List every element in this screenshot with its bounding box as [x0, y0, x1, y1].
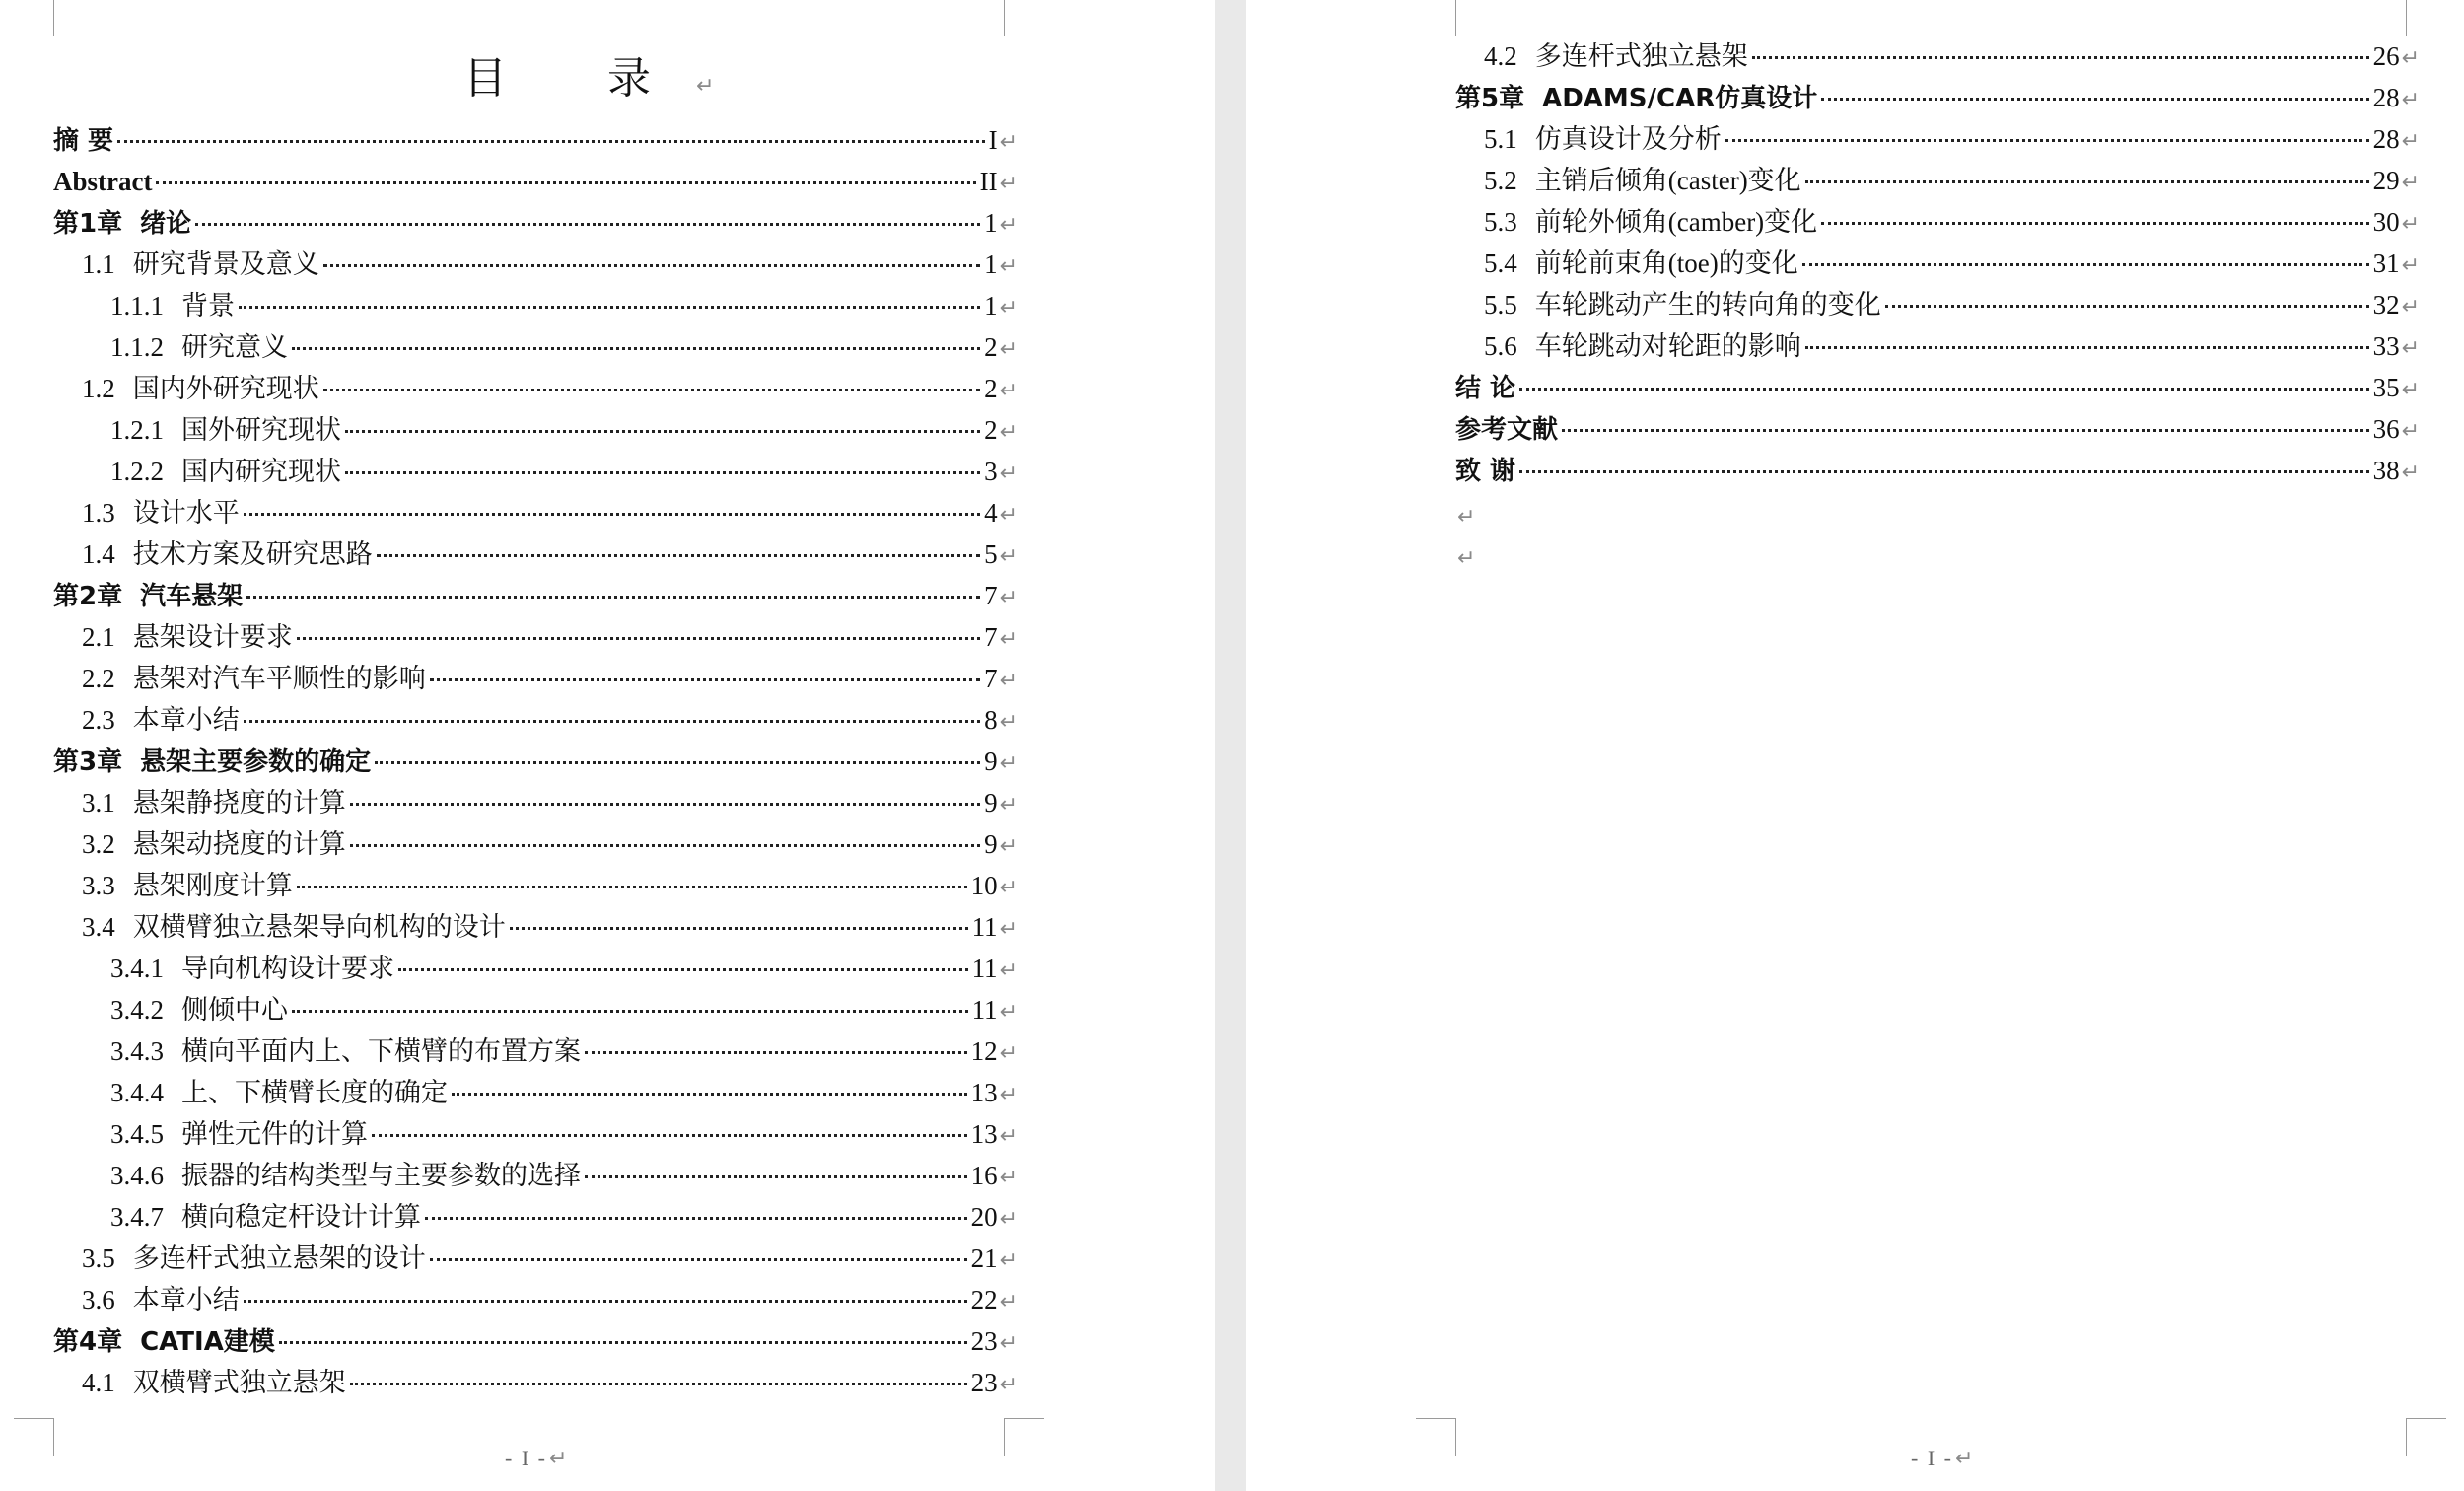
toc-leader-dots — [246, 595, 980, 599]
toc-entry-number: 3.6 — [82, 1285, 115, 1314]
empty-paragraphs — [1455, 497, 1475, 580]
toc-leader-dots — [1519, 387, 2369, 390]
toc-leader-dots — [585, 1050, 967, 1054]
toc-entry[interactable] — [53, 741, 1018, 782]
toc-entry[interactable] — [1455, 201, 2420, 243]
paragraph-mark-icon: ↵ — [999, 586, 1018, 610]
toc-entry-page: 36 — [2372, 414, 2400, 444]
toc-entry-number: 第3章 — [53, 747, 123, 777]
toc-leader-dots — [1805, 345, 2369, 349]
paragraph-mark-icon: ↵ — [2401, 171, 2420, 195]
toc-entry-title: 绪论 — [140, 209, 192, 239]
paragraph-mark-icon: ↵ — [2401, 253, 2420, 278]
toc-entry-number: 3.2 — [82, 829, 115, 859]
paragraph-mark-icon: ↵ — [999, 462, 1018, 486]
toc-entry[interactable] — [1455, 284, 2420, 325]
toc-entry-number: 3.4.3 — [110, 1036, 164, 1066]
toc-leader-dots — [1802, 262, 2369, 266]
toc-entry-title: 研究意义 — [181, 332, 288, 362]
toc-leader-dots — [425, 1216, 967, 1220]
toc-entry-page: 4 — [984, 498, 998, 528]
toc-entry[interactable] — [53, 1072, 1018, 1113]
toc-entry-page: 22 — [970, 1285, 998, 1314]
toc-entry-title: 上、下横臂长度的确定 — [181, 1078, 448, 1107]
toc-entry-title: 本章小结 — [132, 1285, 240, 1314]
toc-leader-dots — [244, 1299, 967, 1303]
toc-leader-dots — [372, 1133, 967, 1137]
paragraph-mark-icon: ↵ — [999, 1290, 1018, 1314]
toc-entry-title: 悬架静挠度的计算 — [132, 788, 346, 817]
toc-entry-number: 1.1.1 — [110, 291, 164, 320]
toc-leader-dots — [377, 553, 980, 557]
toc-entry[interactable] — [53, 368, 1018, 409]
toc-entry-title: 技术方案及研究思路 — [132, 539, 373, 569]
paragraph-mark-icon: ↵ — [2401, 419, 2420, 444]
toc-entry-title: 仿真设计及分析 — [1534, 124, 1722, 154]
toc-entry-page: 8 — [984, 705, 998, 735]
toc-entry-title: 导向机构设计要求 — [181, 954, 394, 983]
toc-leader-dots — [156, 180, 975, 184]
toc-entry-page: 2 — [984, 415, 998, 445]
toc-entry[interactable] — [53, 326, 1018, 368]
toc-entry-page: 7 — [984, 664, 998, 693]
toc-entry[interactable] — [1455, 408, 2420, 450]
paragraph-mark-icon: ↵ — [999, 917, 1018, 942]
toc-entry-number: 5.3 — [1484, 207, 1517, 237]
toc-leader-dots — [244, 512, 980, 516]
crop-mark — [1004, 1418, 1044, 1456]
toc-entry[interactable] — [53, 244, 1018, 285]
paragraph-mark-icon: ↵ — [2401, 88, 2420, 112]
toc-leader-dots — [350, 843, 980, 847]
toc-entry-number: 1.2.1 — [110, 415, 164, 445]
crop-mark — [1416, 0, 1456, 36]
toc-entry-page: 3 — [984, 457, 998, 486]
toc-entry[interactable] — [53, 865, 1018, 906]
toc-entry-page: 9 — [984, 788, 998, 817]
paragraph-mark-icon: ↵ — [999, 379, 1018, 403]
paragraph-mark-icon: ↵ — [2401, 461, 2420, 485]
crop-mark — [14, 1418, 54, 1456]
paragraph-mark-icon: ↵ — [999, 1000, 1018, 1025]
toc-entry[interactable] — [53, 616, 1018, 658]
toc-entry-title: 车轮跳动产生的转向角的变化 — [1534, 290, 1881, 320]
paragraph-mark-icon: ↵ — [999, 337, 1018, 362]
toc-entry-title: 汽车悬架 — [140, 582, 244, 611]
paragraph-mark-icon: ↵ — [999, 1166, 1018, 1190]
toc-entry[interactable] — [53, 285, 1018, 326]
paragraph-mark-icon: ↵ — [2401, 212, 2420, 237]
toc-entry-number: 1.1 — [82, 249, 115, 279]
toc-entry[interactable] — [53, 1030, 1018, 1072]
toc-entry[interactable] — [1455, 243, 2420, 284]
toc-leader-dots — [375, 760, 980, 764]
empty-paragraph: ↵ — [1457, 505, 1476, 530]
toc-entry-number: 4.1 — [82, 1368, 115, 1397]
toc-entry-page: 29 — [2372, 166, 2400, 195]
toc-leader-dots — [292, 1009, 968, 1013]
toc-entry-number: 2.3 — [82, 705, 115, 735]
toc-entry-number: 4.2 — [1484, 41, 1517, 71]
toc-entry-page: 5 — [984, 539, 998, 569]
toc-entry-number: 第4章 — [53, 1327, 123, 1357]
paragraph-mark-icon: ↵ — [999, 1331, 1018, 1356]
toc-entry-number: 3.4.1 — [110, 954, 164, 983]
paragraph-mark-icon: ↵ — [999, 793, 1018, 817]
paragraph-mark-icon: ↵ — [999, 1373, 1018, 1397]
toc-leader-dots — [350, 802, 980, 806]
toc-leader-dots — [350, 1382, 967, 1385]
toc-entry-number: 第1章 — [53, 209, 123, 239]
toc-entry-number: 1.4 — [82, 539, 115, 569]
toc-entry-title: 参考文献 — [1455, 415, 1559, 445]
toc-title: 目 录↵ — [463, 53, 715, 104]
toc-entry-number: 3.4.5 — [110, 1119, 164, 1149]
toc-entry-page: 23 — [970, 1368, 998, 1397]
page-footer: - I -↵ — [505, 1446, 570, 1471]
toc-leader-dots — [297, 885, 967, 888]
paragraph-mark-icon: ↵ — [999, 751, 1018, 776]
toc-entry-page: 16 — [970, 1161, 998, 1190]
toc-entry-title: 悬架刚度计算 — [132, 871, 293, 900]
paragraph-mark-icon: ↵ — [999, 876, 1018, 900]
paragraph-mark-icon: ↵ — [999, 834, 1018, 859]
toc-entry-number: 第5章 — [1455, 84, 1525, 113]
toc-entry-page: 28 — [2372, 83, 2400, 112]
toc-entry-title: 研究背景及意义 — [132, 249, 319, 279]
toc-entry-number: 1.2.2 — [110, 457, 164, 486]
toc-entry[interactable] — [53, 1238, 1018, 1279]
paragraph-mark-icon: ↵ — [999, 958, 1018, 983]
toc-entry-page: 11 — [971, 912, 998, 942]
toc-leader-dots — [1519, 469, 2369, 473]
paragraph-mark-icon: ↵ — [2401, 378, 2420, 402]
toc-entry[interactable] — [53, 492, 1018, 533]
toc-entry[interactable] — [53, 989, 1018, 1030]
toc-entry-title: 前轮外倾角(camber)变化 — [1534, 207, 1818, 237]
toc-leader-dots — [1821, 221, 2368, 225]
toc-entry-page: 13 — [970, 1119, 998, 1149]
toc-entry-page: 38 — [2372, 456, 2400, 485]
toc-entry-page: 11 — [971, 954, 998, 983]
toc-entry-title: 横向稳定杆设计计算 — [181, 1202, 421, 1232]
toc-entry[interactable] — [1455, 450, 2420, 491]
toc-entry-title: 致 谢 — [1455, 457, 1516, 486]
toc-entry-title: 弹性元件的计算 — [181, 1119, 368, 1149]
toc-entry-title: 国内外研究现状 — [132, 374, 319, 403]
toc-leader-dots — [345, 470, 980, 474]
toc-entry[interactable] — [53, 782, 1018, 823]
paragraph-mark-icon: ↵ — [999, 627, 1018, 652]
toc-entry-page: 7 — [984, 581, 998, 610]
page-gutter — [1215, 0, 1246, 1491]
toc-entry-number: 第2章 — [53, 582, 123, 611]
toc-entry-page: 12 — [970, 1036, 998, 1066]
toc-entry-page: 10 — [970, 871, 998, 900]
toc-leader-dots — [585, 1174, 967, 1178]
toc-entry-page: 7 — [984, 622, 998, 652]
toc-entry[interactable] — [1455, 325, 2420, 367]
toc-entry-number: 5.2 — [1484, 166, 1517, 195]
toc-entry-number: 3.4.7 — [110, 1202, 164, 1232]
paragraph-mark-icon: ↵ — [999, 503, 1018, 528]
toc-entry-title: 背景 — [181, 291, 235, 320]
toc-leader-dots — [1752, 55, 2369, 59]
toc-entry-title: 摘 要 — [53, 126, 114, 156]
document-page-left — [0, 0, 1215, 1491]
toc-leader-dots — [510, 926, 968, 930]
toc-entry-title: 悬架动挠度的计算 — [132, 829, 346, 859]
paragraph-mark-icon: ↵ — [999, 1083, 1018, 1107]
toc-leader-dots — [117, 139, 985, 143]
toc-entry-page: 35 — [2372, 373, 2400, 402]
toc-entry[interactable] — [53, 1155, 1018, 1196]
toc-entry[interactable] — [53, 906, 1018, 948]
crop-mark — [2406, 0, 2446, 36]
paragraph-mark-icon: ↵ — [999, 254, 1018, 279]
toc-leader-dots — [1725, 138, 2369, 142]
toc-entry-page: 11 — [971, 995, 998, 1025]
toc-entry-page: 31 — [2372, 248, 2400, 278]
toc-entry-title: 本章小结 — [132, 705, 240, 735]
toc-entry-title: 双横臂式独立悬架 — [132, 1368, 346, 1397]
toc-entry-number: 2.1 — [82, 622, 115, 652]
toc-entry-number: 5.5 — [1484, 290, 1517, 320]
toc-leader-dots — [345, 429, 980, 433]
paragraph-mark-icon: ↵ — [2401, 129, 2420, 154]
toc-entry-page: 9 — [984, 746, 998, 776]
toc-entry-title: 振器的结构类型与主要参数的选择 — [181, 1161, 581, 1190]
toc-entry[interactable] — [1455, 367, 2420, 408]
toc-entry[interactable] — [53, 1113, 1018, 1155]
toc-leader-dots — [292, 346, 980, 350]
toc-leader-dots — [398, 967, 968, 971]
toc-entry-page: 32 — [2372, 290, 2400, 320]
toc-entry-title: 设计水平 — [132, 498, 240, 528]
toc-leader-dots — [323, 263, 980, 267]
toc-entry-number: 3.4.6 — [110, 1161, 164, 1190]
toc-entry-page: 20 — [970, 1202, 998, 1232]
toc-entry-number: 3.5 — [82, 1243, 115, 1273]
paragraph-mark-icon: ↵ — [999, 296, 1018, 320]
paragraph-mark-icon: ↵ — [999, 669, 1018, 693]
paragraph-mark-icon: ↵ — [2401, 295, 2420, 320]
crop-mark — [1004, 0, 1044, 36]
toc-leader-dots — [239, 305, 980, 309]
toc-leader-dots — [323, 388, 980, 391]
toc-entry-title: 悬架设计要求 — [132, 622, 293, 652]
toc-entry-title: 前轮前束角(toe)的变化 — [1534, 248, 1798, 278]
toc-entry[interactable] — [53, 1362, 1018, 1403]
toc-entry-title: 侧倾中心 — [181, 995, 288, 1025]
toc-entry[interactable] — [53, 658, 1018, 699]
toc-entry-page: 30 — [2372, 207, 2400, 237]
toc-entry[interactable] — [53, 161, 1018, 202]
toc-entry-page: 23 — [970, 1326, 998, 1356]
toc-entry-page: 2 — [984, 332, 998, 362]
paragraph-mark-icon: ↵ — [999, 1124, 1018, 1149]
toc-entry-page: 28 — [2372, 124, 2400, 154]
toc-entry-title: 结 论 — [1455, 374, 1516, 403]
toc-entry-page: 26 — [2372, 41, 2400, 71]
paragraph-mark-icon: ↵ — [999, 420, 1018, 445]
toc-entry-title: 双横臂独立悬架导向机构的设计 — [132, 912, 506, 942]
paragraph-mark-icon: ↵ — [2401, 46, 2420, 71]
toc-entry-number: 3.3 — [82, 871, 115, 900]
paragraph-mark-icon: ↵ — [999, 1041, 1018, 1066]
toc-entry-page: I — [988, 125, 998, 155]
toc-entry-title: 横向平面内上、下横臂的布置方案 — [181, 1036, 581, 1066]
toc-entry[interactable] — [1455, 36, 2420, 77]
toc-entry[interactable] — [53, 948, 1018, 989]
toc-leader-dots — [452, 1092, 967, 1096]
toc-entry-number: 3.4 — [82, 912, 115, 942]
toc-entry-title: Abstract — [53, 167, 153, 196]
paragraph-mark-icon: ↵ — [999, 172, 1018, 196]
toc-entry[interactable] — [53, 575, 1018, 616]
toc-leader-dots — [430, 1257, 967, 1261]
toc-entry[interactable] — [53, 119, 1018, 161]
toc-leader-dots — [1821, 97, 2368, 101]
toc-entry-number: 2.2 — [82, 664, 115, 693]
toc-entry[interactable] — [53, 823, 1018, 865]
toc-entry[interactable] — [53, 451, 1018, 492]
toc-leader-dots — [244, 719, 980, 723]
toc-leader-dots — [195, 222, 980, 226]
toc-entry-title: 国内研究现状 — [181, 457, 341, 486]
page-footer: - I -↵ — [1911, 1446, 1976, 1471]
paragraph-mark-icon: ↵ — [999, 1248, 1018, 1273]
toc-entry-title: 车轮跳动对轮距的影响 — [1534, 331, 1801, 361]
crop-mark — [1416, 1418, 1456, 1456]
toc-entry[interactable] — [53, 533, 1018, 575]
toc-entry-page: 1 — [984, 208, 998, 238]
toc-list-left — [53, 119, 1018, 1403]
toc-entry-title: 悬架对汽车平顺性的影响 — [132, 664, 426, 693]
toc-leader-dots — [279, 1340, 967, 1344]
toc-entry-number: 3.1 — [82, 788, 115, 817]
toc-entry-title: 多连杆式独立悬架 — [1534, 41, 1748, 71]
toc-entry-page: 33 — [2372, 331, 2400, 361]
toc-entry[interactable] — [53, 1196, 1018, 1238]
paragraph-mark-icon: ↵ — [696, 74, 715, 99]
toc-entry-page: 1 — [984, 249, 998, 279]
toc-entry[interactable] — [1455, 160, 2420, 201]
toc-entry-number: 3.4.4 — [110, 1078, 164, 1107]
paragraph-mark-icon: ↵ — [999, 130, 1018, 155]
toc-entry-number: 1.3 — [82, 498, 115, 528]
toc-entry-number: 5.4 — [1484, 248, 1517, 278]
crop-mark — [2406, 1418, 2446, 1456]
toc-entry[interactable] — [53, 202, 1018, 244]
toc-entry[interactable] — [53, 1279, 1018, 1320]
toc-entry-title: 多连杆式独立悬架的设计 — [132, 1243, 426, 1273]
toc-leader-dots — [1562, 428, 2369, 432]
toc-entry[interactable] — [1455, 77, 2420, 118]
toc-entry-title: ADAMS/CAR仿真设计 — [1542, 84, 1818, 113]
toc-entry-number: 5.6 — [1484, 331, 1517, 361]
toc-leader-dots — [1805, 179, 2369, 183]
toc-entry-title: 国外研究现状 — [181, 415, 341, 445]
paragraph-mark-icon: ↵ — [999, 1207, 1018, 1232]
toc-leader-dots — [297, 636, 980, 640]
toc-entry-title: 主销后倾角(caster)变化 — [1534, 166, 1801, 195]
toc-entry-page: II — [979, 167, 998, 196]
toc-entry-page: 1 — [984, 291, 998, 320]
toc-leader-dots — [430, 677, 980, 681]
crop-mark — [14, 0, 54, 36]
paragraph-mark-icon: ↵ — [999, 544, 1018, 569]
toc-entry-number: 1.1.2 — [110, 332, 164, 362]
toc-entry[interactable] — [53, 699, 1018, 741]
toc-entry[interactable] — [1455, 118, 2420, 160]
toc-entry-title: CATIA建模 — [140, 1327, 275, 1357]
paragraph-mark-icon: ↵ — [999, 710, 1018, 735]
toc-entry-page: 21 — [970, 1243, 998, 1273]
empty-paragraph: ↵ — [1457, 546, 1476, 571]
toc-entry-number: 1.2 — [82, 374, 115, 403]
paragraph-mark-icon: ↵ — [2401, 336, 2420, 361]
toc-entry-number: 3.4.2 — [110, 995, 164, 1025]
toc-entry-page: 2 — [984, 374, 998, 403]
toc-leader-dots — [1885, 304, 2369, 308]
toc-entry[interactable] — [53, 1320, 1018, 1362]
toc-entry-page: 9 — [984, 829, 998, 859]
toc-entry[interactable] — [53, 409, 1018, 451]
toc-list-right — [1455, 36, 2420, 491]
toc-entry-number: 5.1 — [1484, 124, 1517, 154]
toc-entry-page: 13 — [970, 1078, 998, 1107]
paragraph-mark-icon: ↵ — [999, 213, 1018, 238]
toc-entry-title: 悬架主要参数的确定 — [140, 747, 372, 777]
